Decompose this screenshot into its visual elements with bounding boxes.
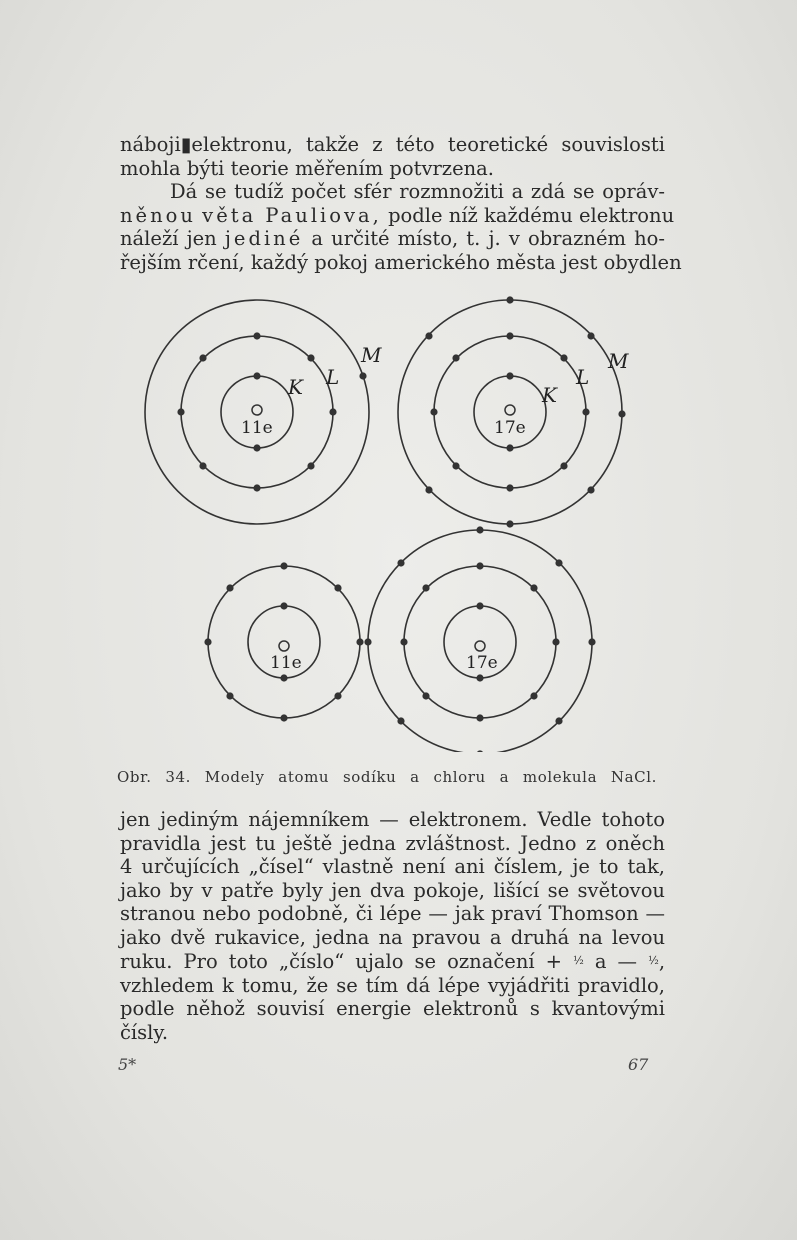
electron xyxy=(280,674,287,681)
electron xyxy=(204,638,211,645)
na-nucleus xyxy=(252,405,262,415)
electron xyxy=(476,750,483,752)
electron xyxy=(506,372,513,379)
electron xyxy=(307,462,314,469)
text-line: stranou nebo podobně, či lépe — jak praví Thomson — xyxy=(120,902,665,925)
electron xyxy=(476,674,483,681)
text-line: 4 určujících „čísel“ vlastně není ani číslem, je to tak, xyxy=(120,855,665,878)
shell-label-l: L xyxy=(326,365,340,389)
electron xyxy=(530,584,537,591)
fraction: ½ xyxy=(573,954,584,967)
cl-nucleus xyxy=(505,405,515,415)
electron xyxy=(199,354,206,361)
text-line xyxy=(120,203,675,228)
electron xyxy=(506,520,513,527)
electron xyxy=(506,296,513,303)
text-line: pravidla jest tu ještě jedna zvláštnost. Jedno z oněch xyxy=(120,831,665,855)
shell-label-k: K xyxy=(542,383,557,407)
electron xyxy=(506,444,513,451)
text-line: jako dvě rukavice, jedna na pravou a druhá na levou xyxy=(120,925,665,949)
electron xyxy=(552,638,559,645)
electron xyxy=(280,714,287,721)
electron xyxy=(253,372,260,379)
text-line: mohla býti teorie měřením potvrzena. xyxy=(120,156,495,180)
electron xyxy=(356,638,363,645)
electron xyxy=(452,354,459,361)
spaced-word: věta Pauliova, xyxy=(202,203,382,227)
electron xyxy=(253,444,260,451)
spaced-word: jediné xyxy=(224,227,304,250)
text-fragment: ruku. Pro toto „číslo“ ujalo se označení + xyxy=(120,950,563,973)
text-fragment: podle níž každému elektronu xyxy=(388,203,675,227)
electron xyxy=(430,408,437,415)
electron xyxy=(334,584,341,591)
electron xyxy=(397,559,404,566)
electron xyxy=(397,717,404,724)
figure-caption: Obr. 34. Modely atomu sodíku a chloru a molekula NaCl. xyxy=(117,768,657,786)
text-line: čísly. xyxy=(120,1020,169,1044)
electron xyxy=(253,484,260,491)
electron xyxy=(425,332,432,339)
electron xyxy=(199,462,206,469)
fraction: ½ xyxy=(648,954,659,967)
electron xyxy=(506,332,513,339)
electron xyxy=(555,559,562,566)
electron xyxy=(588,638,595,645)
text-line: Dá se tudíž počet sfér rozmnožiti a zdá se opráv- xyxy=(170,180,665,203)
electron xyxy=(506,484,513,491)
electron xyxy=(452,462,459,469)
electron xyxy=(476,602,483,609)
shell-label-m: M xyxy=(608,349,629,373)
electron xyxy=(364,638,371,645)
nucleus-label: 17e xyxy=(466,653,498,673)
page-number: 67 xyxy=(628,1055,649,1074)
electron xyxy=(476,526,483,533)
text-line: jen jediným nájemníkem — elektronem. Vedle tohoto xyxy=(120,808,665,831)
electron xyxy=(280,562,287,569)
na-ion-nucleus xyxy=(279,641,289,651)
electron xyxy=(307,354,314,361)
text-fragment: náleží jen xyxy=(120,227,217,250)
signature-mark: 5* xyxy=(118,1055,137,1074)
electron xyxy=(618,410,625,417)
shell-label-l: L xyxy=(576,365,590,389)
text-line: vzhledem k tomu, že se tím dá lépe vyjádřiti pravidlo, xyxy=(120,973,665,997)
text-line: náboji▮elektronu, takže z této teoretické souvislosti xyxy=(120,133,665,156)
electron xyxy=(226,584,233,591)
nucleus-label: 11e xyxy=(241,418,273,438)
spaced-word: něnou xyxy=(120,203,196,227)
electron xyxy=(555,717,562,724)
text-fragment: a určité místo, t. j. v obrazném ho- xyxy=(311,227,666,250)
electron xyxy=(530,692,537,699)
atom-models-figure xyxy=(140,292,660,752)
text-line xyxy=(120,227,665,251)
electron xyxy=(422,584,429,591)
bottom-paragraph xyxy=(120,808,665,1044)
shell-label-m: M xyxy=(361,343,382,367)
electron xyxy=(422,692,429,699)
electron xyxy=(560,354,567,361)
electron xyxy=(329,408,336,415)
text-line: řejším rčení, každý pokoj amerického města jest obydlen xyxy=(120,250,682,274)
text-line: ruku. Pro toto „číslo“ ujalo se označení + $^{\frac{1}{2}}$ a — $^{\frac{1}{2}}$, xyxy=(120,950,666,973)
nucleus-label: 17e xyxy=(494,418,526,438)
electron xyxy=(253,332,260,339)
electron xyxy=(476,562,483,569)
text-line: jako by v patře byly jen dva pokoje, lišící se světovou xyxy=(120,878,665,902)
electron xyxy=(359,372,366,379)
electron xyxy=(587,486,594,493)
cl-ion-nucleus xyxy=(475,641,485,651)
electron xyxy=(476,714,483,721)
shell-label-k: K xyxy=(288,375,303,399)
electron xyxy=(280,602,287,609)
electron xyxy=(400,638,407,645)
electron xyxy=(587,332,594,339)
top-paragraph xyxy=(120,133,682,274)
electron xyxy=(334,692,341,699)
electron xyxy=(560,462,567,469)
electron xyxy=(582,408,589,415)
electron xyxy=(425,486,432,493)
electron xyxy=(177,408,184,415)
nucleus-label: 11e xyxy=(270,653,302,673)
text-line: podle něhož souvisí energie elektronů s kvantovými xyxy=(120,997,665,1020)
text-fragment: a — xyxy=(594,950,638,973)
electron xyxy=(226,692,233,699)
